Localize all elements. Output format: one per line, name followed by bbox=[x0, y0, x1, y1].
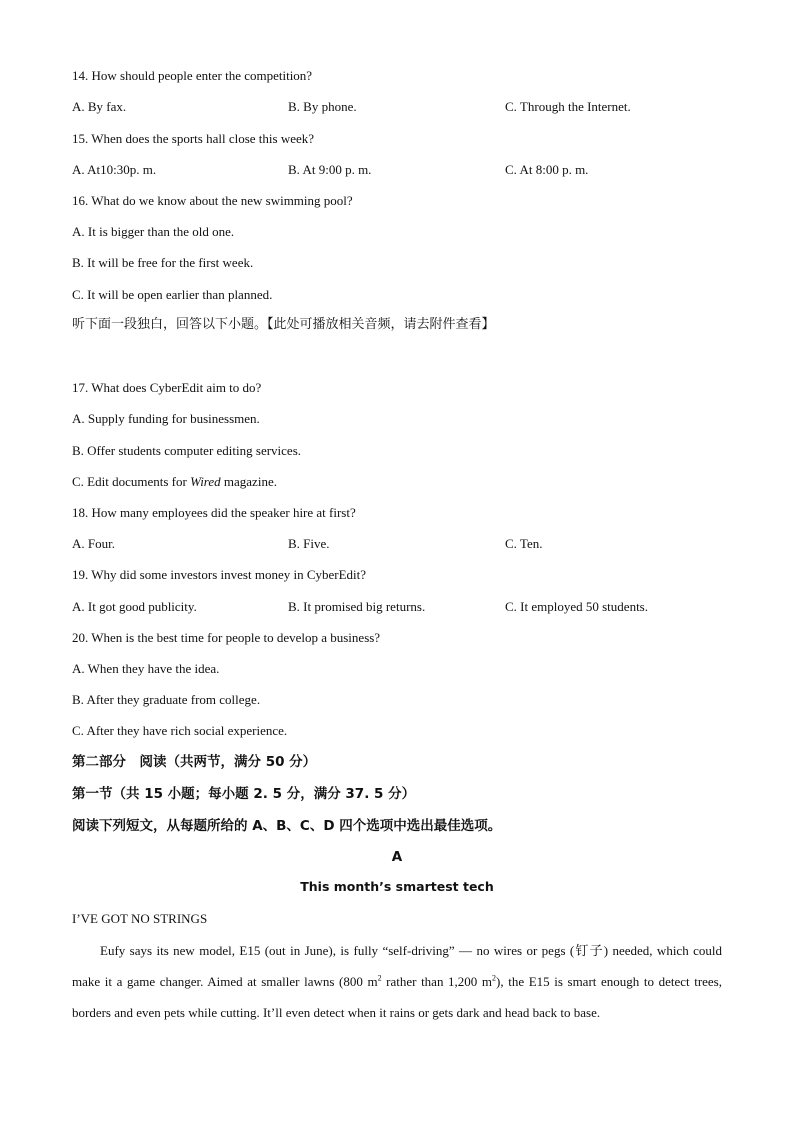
q17-option-c bbox=[72, 474, 277, 490]
reading-instruction: 阅读下列短文，从每题所给的 A、B、C、D 四个选项中选出最佳选项。 bbox=[72, 818, 502, 834]
paragraph-text-1: Eufy says its new model, E15 (out in June), is fully “self-driving” — no wires or pegs (钉子) needed, which could make it a game changer. Aimed at smaller lawns (800 m bbox=[72, 943, 722, 989]
superscript-2: 2 bbox=[492, 973, 497, 983]
q20-option-a: A. When they have the idea. bbox=[72, 661, 220, 676]
q20-option-b: B. After they graduate from college. bbox=[72, 692, 261, 707]
section1-heading: 第一节（共 15 小题；每小题 2. 5 分，满分 37. 5 分） bbox=[72, 786, 416, 802]
passage-title: This month’s smartest tech bbox=[300, 879, 494, 894]
q18-option-a: A. Four. bbox=[72, 536, 115, 551]
q19-option-c: C. It employed 50 students. bbox=[505, 599, 648, 614]
question-15: 15. When does the sports hall close this week? bbox=[72, 131, 315, 146]
q17-option-c-suffix: magazine. bbox=[220, 474, 277, 489]
q17-option-c-prefix: C. Edit documents for bbox=[72, 474, 191, 489]
q14-option-c: C. Through the Internet. bbox=[505, 99, 631, 114]
q14-option-a: A. By fax. bbox=[72, 99, 127, 114]
question-14: 14. How should people enter the competition? bbox=[72, 68, 313, 83]
passage-paragraph bbox=[72, 935, 722, 1028]
q15-option-a: A. At10:30p. m. bbox=[72, 162, 157, 177]
question-17: 17. What does CyberEdit aim to do? bbox=[72, 380, 262, 395]
passage-subheading: I’VE GOT NO STRINGS bbox=[72, 911, 208, 926]
q18-option-b: B. Five. bbox=[288, 536, 330, 551]
q17-option-c-magazine: Wired bbox=[190, 474, 221, 489]
question-19: 19. Why did some investors invest money in CyberEdit? bbox=[72, 567, 367, 582]
part2-heading: 第二部分 阅读（共两节，满分 50 分） bbox=[72, 754, 317, 770]
q18-option-c: C. Ten. bbox=[505, 536, 543, 551]
q14-option-b: B. By phone. bbox=[288, 99, 357, 114]
monologue-instruction: 听下面一段独白，回答以下小题。【此处可播放相关音频，请去附件查看】 bbox=[72, 317, 495, 332]
paragraph-text-3: ), the E15 is smart enough to detect trees, borders and even pets while cutting. It’ll even detect when it rains or gets dark and head back to base. bbox=[72, 974, 722, 1020]
q16-option-b: B. It will be free for the first week. bbox=[72, 255, 254, 270]
q19-option-a: A. It got good publicity. bbox=[72, 599, 197, 614]
q20-option-c: C. After they have rich social experience. bbox=[72, 723, 288, 738]
q16-option-c: C. It will be open earlier than planned. bbox=[72, 287, 273, 302]
q17-option-a: A. Supply funding for businessmen. bbox=[72, 411, 260, 426]
paragraph-text-2: rather than 1,200 m bbox=[381, 974, 493, 989]
superscript-1: 2 bbox=[377, 973, 382, 983]
question-16: 16. What do we know about the new swimming pool? bbox=[72, 193, 353, 208]
q15-option-c: C. At 8:00 p. m. bbox=[505, 162, 589, 177]
q17-option-b: B. Offer students computer editing services. bbox=[72, 443, 302, 458]
question-20: 20. When is the best time for people to develop a business? bbox=[72, 630, 381, 645]
q16-option-a: A. It is bigger than the old one. bbox=[72, 224, 235, 239]
passage-letter: A bbox=[391, 849, 403, 865]
q19-option-b: B. It promised big returns. bbox=[288, 599, 426, 614]
question-18: 18. How many employees did the speaker hire at first? bbox=[72, 505, 356, 520]
q15-option-b: B. At 9:00 p. m. bbox=[288, 162, 372, 177]
